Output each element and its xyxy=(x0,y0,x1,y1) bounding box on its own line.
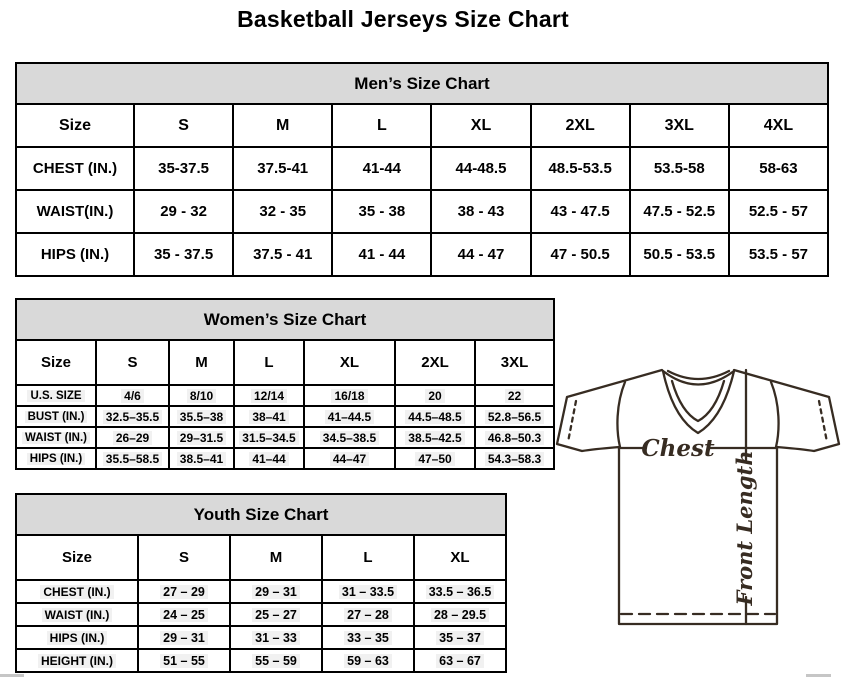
youth-chest-row xyxy=(16,580,506,603)
cell: 47–50 xyxy=(395,448,475,469)
youth-chart-title-row xyxy=(16,494,506,535)
cell: 38 - 43 xyxy=(431,190,530,233)
row-label: CHEST (IN.) xyxy=(16,147,134,190)
youth-height-row xyxy=(16,649,506,672)
jersey-outline xyxy=(557,370,839,624)
left-armhole-seam xyxy=(617,382,625,447)
row-label: HIPS (IN.) xyxy=(16,626,138,649)
cell: 27 – 29 xyxy=(138,580,230,603)
mens-col-header-4xl: 4XL xyxy=(729,104,828,147)
cell: 59 – 63 xyxy=(322,649,414,672)
row-label: HEIGHT (IN.) xyxy=(16,649,138,672)
cell: 31 – 33 xyxy=(230,626,322,649)
cell: 24 – 25 xyxy=(138,603,230,626)
womens-size-table xyxy=(15,298,555,470)
cell: 27 – 28 xyxy=(322,603,414,626)
cell: 32.5–35.5 xyxy=(96,406,169,427)
womens-chart-title-row xyxy=(16,299,554,340)
cell: 12/14 xyxy=(234,385,304,406)
cell: 44 - 47 xyxy=(431,233,530,276)
cell: 47 - 50.5 xyxy=(531,233,630,276)
youth-size-table xyxy=(15,493,507,673)
page-title: Basketball Jerseys Size Chart xyxy=(237,6,569,32)
womens-waist-row xyxy=(16,427,554,448)
cell: 58-63 xyxy=(729,147,828,190)
womens-hips-row xyxy=(16,448,554,469)
cell: 41–44.5 xyxy=(304,406,395,427)
mens-col-header-m: M xyxy=(233,104,332,147)
mens-col-header-s: S xyxy=(134,104,233,147)
cell: 55 – 59 xyxy=(230,649,322,672)
mens-size-header-row xyxy=(16,104,828,147)
horizontal-scrollbar-fragment[interactable] xyxy=(0,674,24,677)
youth-hips-row xyxy=(16,626,506,649)
cell: 26–29 xyxy=(96,427,169,448)
womens-col-header-s: S xyxy=(96,340,169,385)
cell: 35 – 37 xyxy=(414,626,506,649)
cell: 48.5-53.5 xyxy=(531,147,630,190)
cell: 4/6 xyxy=(96,385,169,406)
cell: 37.5-41 xyxy=(233,147,332,190)
cell: 47.5 - 52.5 xyxy=(630,190,729,233)
womens-bust-row xyxy=(16,406,554,427)
cell: 38.5–41 xyxy=(169,448,234,469)
youth-col-header-xl: XL xyxy=(414,535,506,580)
cell: 28 – 29.5 xyxy=(414,603,506,626)
youth-chart-title: Youth Size Chart xyxy=(16,494,506,535)
right-armhole-seam xyxy=(771,382,779,447)
womens-chart-title: Women’s Size Chart xyxy=(16,299,554,340)
chest-label: Chest xyxy=(641,435,715,462)
cell: 29–31.5 xyxy=(169,427,234,448)
mens-chest-row xyxy=(16,147,828,190)
cell: 50.5 - 53.5 xyxy=(630,233,729,276)
row-label: HIPS (IN.) xyxy=(16,233,134,276)
cell: 29 – 31 xyxy=(138,626,230,649)
youth-size-header-row xyxy=(16,535,506,580)
cell: 16/18 xyxy=(304,385,395,406)
cell: 25 – 27 xyxy=(230,603,322,626)
womens-col-header-2xl: 2XL xyxy=(395,340,475,385)
mens-col-header-l: L xyxy=(332,104,431,147)
youth-col-header-s: S xyxy=(138,535,230,580)
mens-size-table xyxy=(15,62,829,277)
row-label: BUST (IN.) xyxy=(16,406,96,427)
cell: 35 - 37.5 xyxy=(134,233,233,276)
cell: 29 - 32 xyxy=(134,190,233,233)
horizontal-scrollbar-fragment[interactable] xyxy=(806,674,831,677)
cell: 34.5–38.5 xyxy=(304,427,395,448)
cell: 46.8–50.3 xyxy=(475,427,554,448)
row-label: HIPS (IN.) xyxy=(16,448,96,469)
cell: 43 - 47.5 xyxy=(531,190,630,233)
cell: 44-48.5 xyxy=(431,147,530,190)
womens-col-header-m: M xyxy=(169,340,234,385)
youth-col-header-m: M xyxy=(230,535,322,580)
womens-us-size-row xyxy=(16,385,554,406)
cell: 32 - 35 xyxy=(233,190,332,233)
womens-size-label: Size xyxy=(16,340,96,385)
cell: 44.5–48.5 xyxy=(395,406,475,427)
cell: 54.3–58.3 xyxy=(475,448,554,469)
cell: 35.5–38 xyxy=(169,406,234,427)
cell: 38.5–42.5 xyxy=(395,427,475,448)
cell: 33 – 35 xyxy=(322,626,414,649)
row-label: U.S. SIZE xyxy=(16,385,96,406)
cell: 53.5-58 xyxy=(630,147,729,190)
womens-col-header-3xl: 3XL xyxy=(475,340,554,385)
cell: 31 – 33.5 xyxy=(322,580,414,603)
cell: 41–44 xyxy=(234,448,304,469)
mens-chart-title: Men’s Size Chart xyxy=(16,63,828,104)
mens-waist-row xyxy=(16,190,828,233)
cell: 52.5 - 57 xyxy=(729,190,828,233)
right-cuff-stitch xyxy=(819,401,827,442)
mens-chart-title-row xyxy=(16,63,828,104)
cell: 52.8–56.5 xyxy=(475,406,554,427)
youth-col-header-l: L xyxy=(322,535,414,580)
cell: 35.5–58.5 xyxy=(96,448,169,469)
front-length-label: Front Length xyxy=(732,450,757,606)
cell: 41-44 xyxy=(332,147,431,190)
cell: 20 xyxy=(395,385,475,406)
mens-col-header-2xl: 2XL xyxy=(531,104,630,147)
mens-col-header-xl: XL xyxy=(431,104,530,147)
youth-waist-row xyxy=(16,603,506,626)
cell: 63 – 67 xyxy=(414,649,506,672)
row-label: WAIST (IN.) xyxy=(16,427,96,448)
cell: 29 – 31 xyxy=(230,580,322,603)
jersey-diagram xyxy=(552,356,843,652)
womens-col-header-xl: XL xyxy=(304,340,395,385)
cell: 35-37.5 xyxy=(134,147,233,190)
row-label: WAIST(IN.) xyxy=(16,190,134,233)
cell: 8/10 xyxy=(169,385,234,406)
mens-size-label: Size xyxy=(16,104,134,147)
cell: 44–47 xyxy=(304,448,395,469)
cell: 31.5–34.5 xyxy=(234,427,304,448)
collar-back-arc-inner xyxy=(668,371,729,379)
cell: 53.5 - 57 xyxy=(729,233,828,276)
mens-col-header-3xl: 3XL xyxy=(630,104,729,147)
cell: 33.5 – 36.5 xyxy=(414,580,506,603)
womens-col-header-l: L xyxy=(234,340,304,385)
youth-size-label: Size xyxy=(16,535,138,580)
row-label: WAIST (IN.) xyxy=(16,603,138,626)
mens-hips-row xyxy=(16,233,828,276)
cell: 37.5 - 41 xyxy=(233,233,332,276)
cell: 22 xyxy=(475,385,554,406)
cell: 35 - 38 xyxy=(332,190,431,233)
womens-size-header-row xyxy=(16,340,554,385)
left-cuff-stitch xyxy=(568,401,576,442)
cell: 51 – 55 xyxy=(138,649,230,672)
cell: 41 - 44 xyxy=(332,233,431,276)
row-label: CHEST (IN.) xyxy=(16,580,138,603)
cell: 38–41 xyxy=(234,406,304,427)
